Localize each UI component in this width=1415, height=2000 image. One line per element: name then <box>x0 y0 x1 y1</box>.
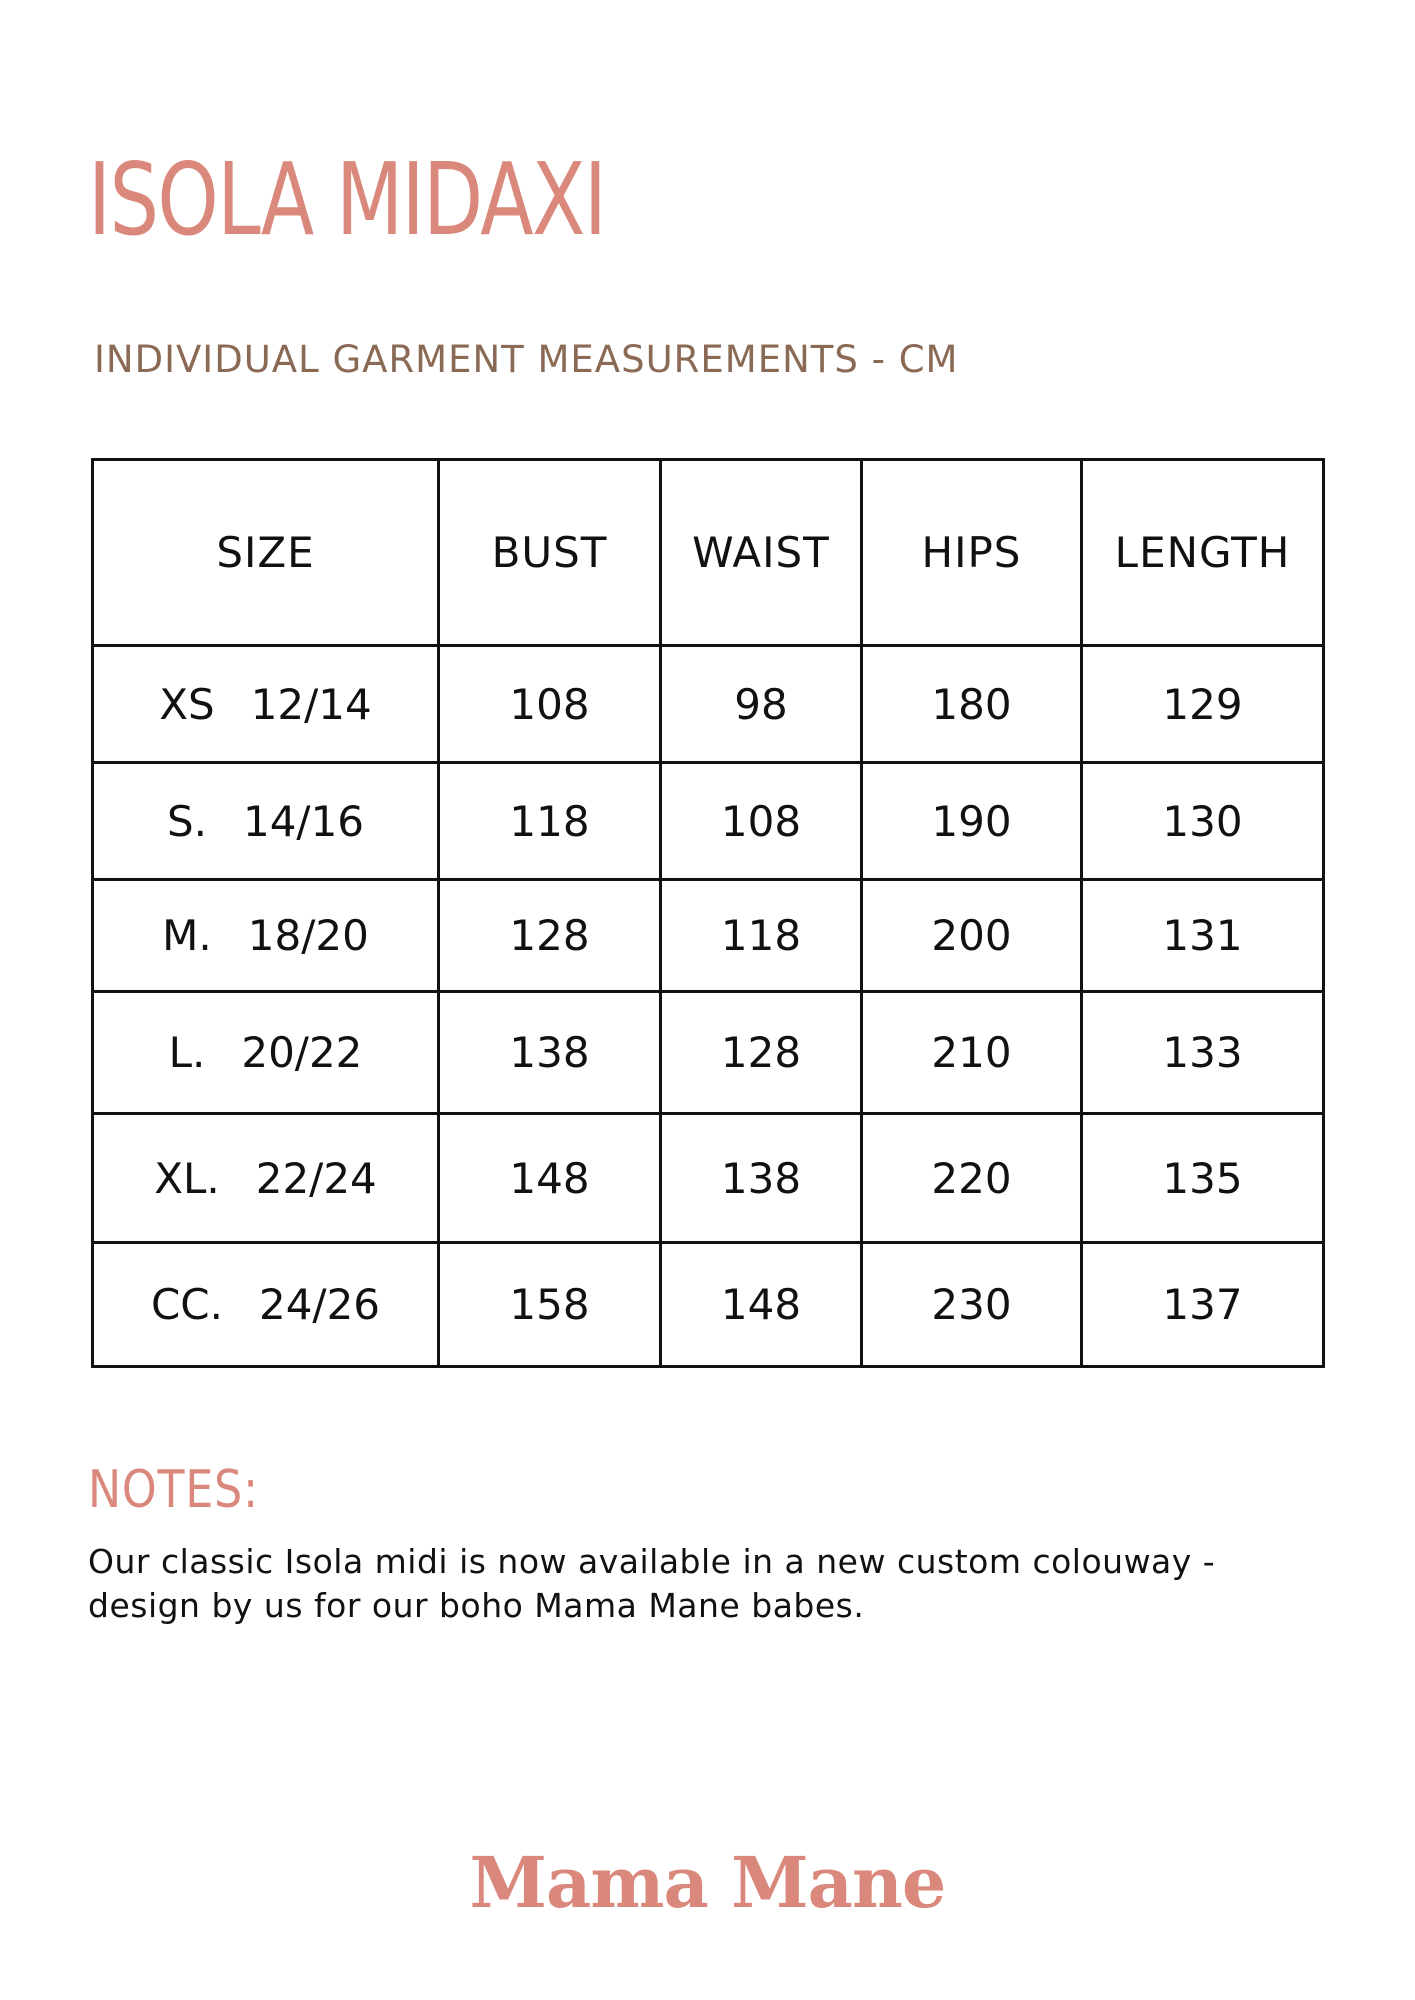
size-range: 18/20 <box>247 911 369 960</box>
size-cell <box>93 992 439 1114</box>
waist-cell: 108 <box>661 763 862 880</box>
size-label: M. <box>162 911 212 960</box>
size-cell <box>93 880 439 992</box>
bust-cell: 108 <box>439 646 661 763</box>
notes-body <box>88 1540 1238 1628</box>
size-label: S. <box>166 796 207 846</box>
size-chart-table <box>91 458 1325 1368</box>
table-row <box>93 1114 1324 1243</box>
size-range: 14/16 <box>242 796 365 846</box>
header-bust: BUST <box>439 460 661 646</box>
length-cell: 130 <box>1082 763 1324 880</box>
page-title: ISOLA MIDAXI <box>88 141 606 258</box>
hips-cell: 230 <box>862 1243 1082 1367</box>
size-label: XS <box>159 679 215 729</box>
bust-cell: 158 <box>439 1243 661 1367</box>
notes-heading: NOTES: <box>88 1460 259 1520</box>
header-length: LENGTH <box>1082 460 1324 646</box>
length-cell: 129 <box>1082 646 1324 763</box>
table-row <box>93 1243 1324 1367</box>
table-header-row <box>93 460 1324 646</box>
size-cell <box>93 646 439 763</box>
size-label: L. <box>168 1028 206 1077</box>
length-cell: 133 <box>1082 992 1324 1114</box>
waist-cell: 118 <box>661 880 862 992</box>
header-hips: HIPS <box>862 460 1082 646</box>
length-cell: 137 <box>1082 1243 1324 1367</box>
size-range: 22/24 <box>255 1153 377 1203</box>
header-size: SIZE <box>93 460 439 646</box>
waist-cell: 148 <box>661 1243 862 1367</box>
table-row <box>93 646 1324 763</box>
hips-cell: 200 <box>862 880 1082 992</box>
size-cell <box>93 1114 439 1243</box>
notes-line-2: design by us for our boho Mama Mane babes. <box>88 1586 865 1625</box>
size-cell <box>93 1243 439 1367</box>
brand-logo: Mama Mane <box>469 1841 946 1924</box>
waist-cell: 98 <box>661 646 862 763</box>
bust-cell: 138 <box>439 992 661 1114</box>
size-label: XL. <box>154 1153 220 1203</box>
table-body <box>93 646 1324 1367</box>
bust-cell: 118 <box>439 763 661 880</box>
table-row <box>93 763 1324 880</box>
hips-cell: 180 <box>862 646 1082 763</box>
table-header <box>93 460 1324 646</box>
size-range: 12/14 <box>250 679 372 729</box>
hips-cell: 210 <box>862 992 1082 1114</box>
size-cell <box>93 763 439 880</box>
size-range: 24/26 <box>258 1280 381 1329</box>
bust-cell: 128 <box>439 880 661 992</box>
table-row <box>93 992 1324 1114</box>
size-label: CC. <box>150 1280 223 1329</box>
notes-line-1: Our classic Isola midi is now available in a new custom colouway - <box>88 1542 1216 1581</box>
length-cell: 131 <box>1082 880 1324 992</box>
waist-cell: 128 <box>661 992 862 1114</box>
waist-cell: 138 <box>661 1114 862 1243</box>
hips-cell: 220 <box>862 1114 1082 1243</box>
page-subtitle: INDIVIDUAL GARMENT MEASUREMENTS - CM <box>94 338 959 381</box>
header-waist: WAIST <box>661 460 862 646</box>
hips-cell: 190 <box>862 763 1082 880</box>
size-range: 20/22 <box>241 1028 363 1077</box>
table-row <box>93 880 1324 992</box>
length-cell: 135 <box>1082 1114 1324 1243</box>
bust-cell: 148 <box>439 1114 661 1243</box>
